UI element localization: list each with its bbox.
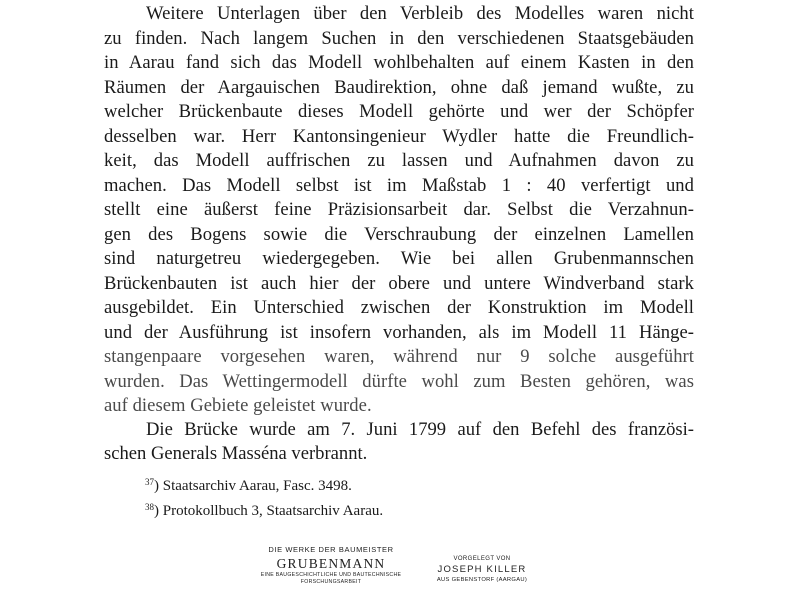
imprint-presented-by: VORGELEGT VON bbox=[453, 556, 511, 562]
second-paragraph bbox=[104, 418, 694, 466]
text-line: auf diesem Gebiete geleistet wurde. bbox=[104, 395, 372, 416]
footnote bbox=[145, 497, 383, 522]
imprint-author-name: JOSEPH KILLER bbox=[437, 564, 527, 575]
text-line: keit, das Modell auffrischen zu lassen und Aufnahmen davon zu bbox=[104, 150, 694, 171]
text-line: in Aarau fand sich das Modell wohlbehalten auf einem Kasten in den bbox=[104, 52, 694, 73]
text-line: stangenpaare vorgesehen waren, während nur 9 solche ausgeführt bbox=[104, 346, 694, 367]
text-line: Weitere Unterlagen über den Verbleib des Modelles waren nicht bbox=[146, 3, 694, 24]
text-line: wurden. Das Wettingermodell dürfte wohl zum Besten gehören, was bbox=[104, 370, 694, 392]
footnote-text: ) Staatsarchiv Aarau, Fasc. 3498. bbox=[154, 478, 352, 494]
text-line: und der Ausführung ist insofern vorhanden, als im Modell 11 Hänge- bbox=[104, 321, 694, 343]
footnote-number: 38 bbox=[145, 502, 154, 512]
footnote-text: ) Protokollbuch 3, Staatsarchiv Aarau. bbox=[154, 503, 384, 519]
imprint-author-place: AUS GEBENSTORF (AARGAU) bbox=[436, 577, 528, 583]
text-line: machen. Das Modell selbst ist im Maßstab 1 : 40 verfertigt und bbox=[104, 174, 694, 196]
imprint-heading: DIE WERKE DER BAUMEISTER bbox=[268, 545, 394, 554]
footnotes bbox=[145, 472, 383, 522]
imprint-title: GRUBENMANN bbox=[276, 556, 386, 571]
footnote-number: 37 bbox=[145, 477, 154, 487]
text-line: ausgebildet. Ein Unterschied zwischen der Konstruktion im Modell bbox=[104, 297, 694, 318]
text-line: zu finden. Nach langem Suchen in den verschiedenen Staatsgebäuden bbox=[104, 27, 694, 49]
text-line: Die Brücke wurde am 7. Juni 1799 auf den Befehl des französi- bbox=[146, 419, 694, 440]
text-line: gen des Bogens sowie die Verschraubung der einzelnen Lamellen bbox=[104, 223, 694, 245]
footnote bbox=[145, 472, 383, 497]
imprint-author-block bbox=[427, 555, 537, 584]
text-line: Brückenbauten ist auch hier der obere und untere Windverband stark bbox=[104, 272, 694, 294]
text-line: sind naturgetreu wiedergegeben. Wie bei allen Grubenmannschen bbox=[104, 248, 694, 269]
text-line: schen Generals Masséna verbrannt. bbox=[104, 443, 368, 464]
imprint-subtitle: EINE BAUGESCHICHTLICHE UND BAUTECHNISCHE bbox=[260, 572, 402, 578]
imprint-title-block bbox=[252, 545, 410, 585]
text-line: welcher Brückenbaute dieses Modell gehörte und wer der Schöpfer bbox=[104, 101, 694, 122]
main-paragraph bbox=[104, 2, 694, 419]
text-line: stellt eine äußerst feine Präzisionsarbeit dar. Selbst die Verzahnun- bbox=[104, 199, 694, 220]
imprint-subtitle: FORSCHUNGSARBEIT bbox=[300, 578, 362, 585]
text-line: desselben war. Herr Kantonsingenieur Wydler hatte die Freundlich- bbox=[104, 125, 694, 147]
text-line: Räumen der Aargauischen Baudirektion, ohne daß jemand wußte, zu bbox=[104, 76, 694, 98]
